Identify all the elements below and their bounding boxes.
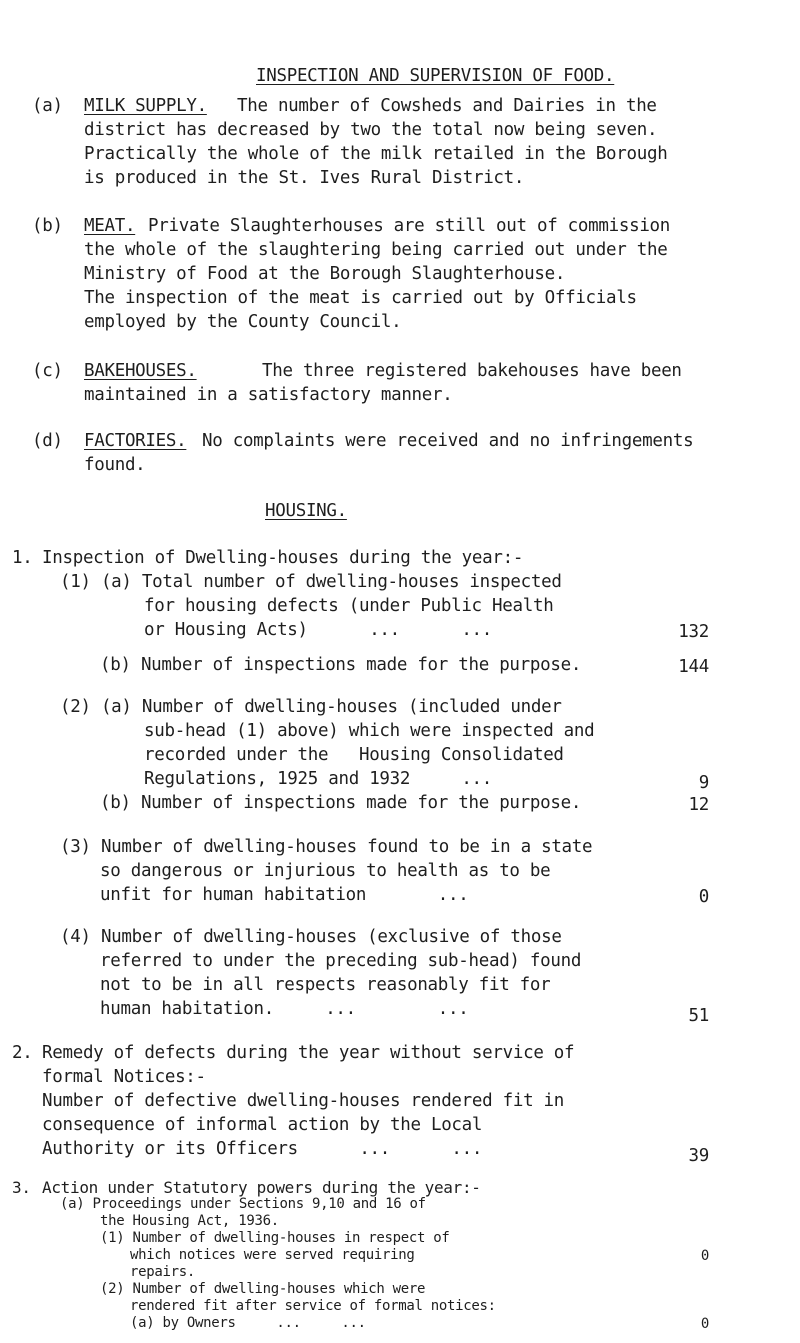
- food-c-heading: BAKEHOUSES.: [84, 361, 197, 381]
- food-a-line: The number of Cowsheds and Dairies in the: [237, 96, 657, 116]
- food-d-line: No complaints were received and no infringements: [202, 431, 694, 451]
- section-3a1-line: (1) Number of dwelling-houses in respect of: [100, 1230, 450, 1246]
- item-3-line: unfit for human habitation ...: [100, 885, 469, 905]
- section-3a2a-line: (a) by Owners ... ...: [130, 1315, 366, 1331]
- item-2b-value: 12: [688, 795, 709, 815]
- section-3a1-line: repairs.: [130, 1264, 196, 1280]
- section-2-line: Authority or its Officers ... ...: [42, 1139, 483, 1159]
- section-3a-line: (a) Proceedings under Sections 9,10 and 16 of: [60, 1196, 426, 1212]
- item-1b-line: (b) Number of inspections made for the purpose.: [100, 655, 582, 675]
- item-4-line: referred to under the preceding sub-head) found: [100, 951, 582, 971]
- food-c-line: The three registered bakehouses have been: [262, 361, 682, 381]
- food-c-marker: (c): [32, 361, 63, 381]
- page-title: INSPECTION AND SUPERVISION OF FOOD.: [256, 66, 615, 86]
- item-3-line: so dangerous or injurious to health as to be: [100, 861, 551, 881]
- food-b-marker: (b): [32, 216, 63, 236]
- section-3a1-line: which notices were served requiring: [130, 1247, 415, 1263]
- item-4-value: 51: [688, 1006, 709, 1026]
- food-b-line: employed by the County Council.: [84, 312, 402, 332]
- food-a-line: is produced in the St. Ives Rural District.: [84, 168, 525, 188]
- item-3-value: 0: [698, 887, 709, 907]
- section-2-number: 2.: [12, 1043, 33, 1063]
- section-1-number: 1.: [12, 548, 33, 568]
- section-2-value: 39: [688, 1146, 709, 1166]
- item-2b-line: (b) Number of inspections made for the purpose.: [100, 793, 582, 813]
- section-3-number: 3.: [12, 1178, 31, 1197]
- item-4-line: (4) Number of dwelling-houses (exclusive of those: [60, 927, 562, 947]
- section-2-line: Remedy of defects during the year without service of: [42, 1043, 575, 1063]
- item-2a-value: 9: [698, 773, 709, 793]
- item-3-line: (3) Number of dwelling-houses found to be in a state: [60, 837, 593, 857]
- item-1a-value: 132: [678, 622, 709, 642]
- item-4-line: human habitation. ... ...: [100, 999, 469, 1019]
- section-3a2-line: (2) Number of dwelling-houses which were: [100, 1281, 426, 1297]
- item-1a-line: or Housing Acts) ... ...: [144, 620, 493, 640]
- food-b-line: The inspection of the meat is carried out by Officials: [84, 288, 637, 308]
- section-2-line: Number of defective dwelling-houses rendered fit in: [42, 1091, 565, 1111]
- section-3-intro: Action under Statutory powers during the year:-: [42, 1178, 481, 1197]
- item-2a-line: sub-head (1) above) which were inspected and: [144, 721, 595, 741]
- section-2-line: formal Notices:-: [42, 1067, 206, 1087]
- food-a-heading: MILK SUPPLY.: [84, 96, 207, 116]
- item-1a-line: for housing defects (under Public Health: [144, 596, 554, 616]
- item-2a-line: Regulations, 1925 and 1932 ...: [144, 769, 493, 789]
- section-3a2a-value: 0: [700, 1316, 709, 1332]
- item-4-line: not to be in all respects reasonably fit for: [100, 975, 551, 995]
- section-3a1-value: 0: [700, 1248, 709, 1264]
- food-b-line: the whole of the slaughtering being carried out under the: [84, 240, 668, 260]
- item-2a-line: (2) (a) Number of dwelling-houses (included under: [60, 697, 562, 717]
- food-d-heading: FACTORIES.: [84, 431, 187, 451]
- section-1-intro: Inspection of Dwelling-houses during the year:-: [42, 548, 524, 568]
- food-a-line: district has decreased by two the total now being seven.: [84, 120, 658, 140]
- housing-heading: HOUSING.: [265, 501, 347, 521]
- food-b-heading: MEAT.: [84, 216, 136, 236]
- food-b-line: Ministry of Food at the Borough Slaughterhouse.: [84, 264, 566, 284]
- item-1b-value: 144: [678, 657, 709, 677]
- item-1a-line: (1) (a) Total number of dwelling-houses inspected: [60, 572, 562, 592]
- section-2-line: consequence of informal action by the Local: [42, 1115, 483, 1135]
- food-b-line: Private Slaughterhouses are still out of commission: [148, 216, 671, 236]
- food-d-line: found.: [84, 455, 146, 475]
- food-c-line: maintained in a satisfactory manner.: [84, 385, 453, 405]
- item-2a-line: recorded under the Housing Consolidated: [144, 745, 564, 765]
- food-d-marker: (d): [32, 431, 63, 451]
- section-3a-line: the Housing Act, 1936.: [100, 1213, 279, 1229]
- food-a-marker: (a): [32, 96, 63, 116]
- food-a-line: Practically the whole of the milk retailed in the Borough: [84, 144, 668, 164]
- section-3a2-line: rendered fit after service of formal notices:: [130, 1298, 496, 1314]
